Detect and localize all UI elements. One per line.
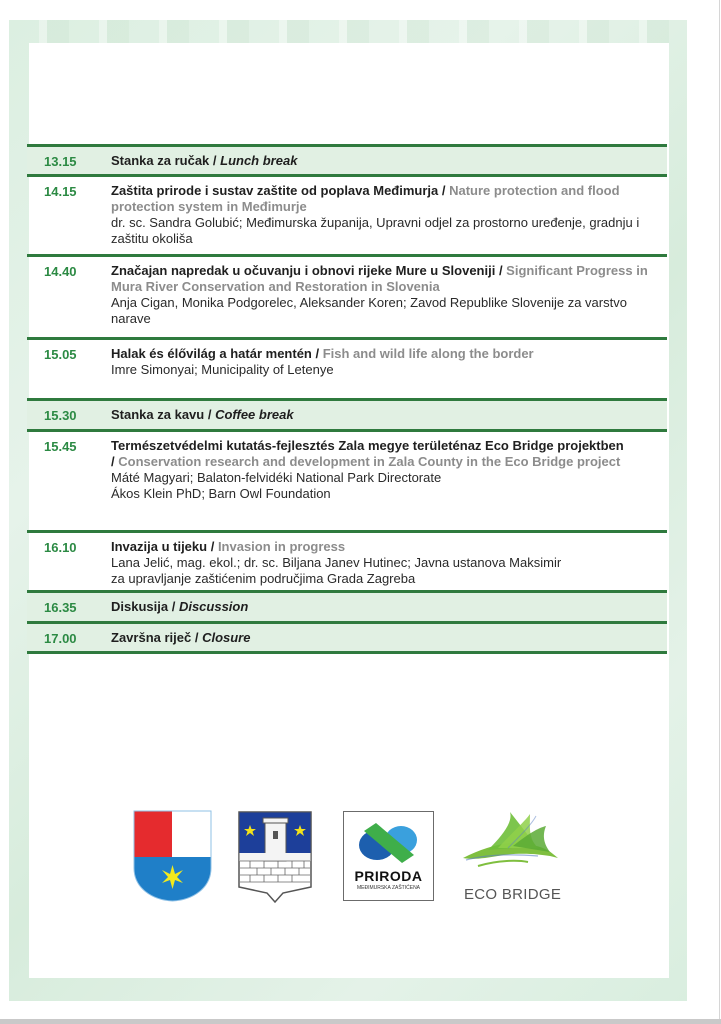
session-content — [111, 340, 667, 383]
session-title: Halak és élővilág a határ mentén — [111, 346, 312, 361]
schedule-row-break — [27, 590, 667, 621]
session-content — [111, 593, 667, 620]
session-time: 16.10 — [44, 540, 77, 555]
session-content — [111, 624, 667, 651]
session-title-english: Conservation research and development in Zala County in the Eco Bridge project — [118, 454, 621, 469]
priroda-logo-subtitle: MEĐIMURSKA ZAŠTIĆENA — [356, 885, 421, 891]
program-schedule — [27, 144, 667, 654]
title-separator: / — [311, 346, 323, 361]
session-title: Značajan napredak u očuvanju i obnovi rijeke Mure u Sloveniji — [111, 263, 496, 278]
title-separator: / — [111, 454, 119, 469]
session-title: Diskusija — [111, 599, 169, 614]
session-speakers: Máté Magyari; Balaton-felvidéki National Park Directorate — [111, 470, 442, 485]
session-content — [111, 257, 667, 332]
session-speakers: Lana Jelić, mag. ekol.; dr. sc. Biljana Janev Hutinec; Javna ustanova Maksimir za upravljanje zaštićenim područjima Grada Zagreba — [111, 555, 562, 586]
session-time: 17.00 — [44, 631, 77, 646]
viewer-scroll-edge[interactable] — [0, 1019, 721, 1024]
priroda-logo-name: PRIRODA — [354, 868, 423, 884]
title-separator: / — [204, 407, 216, 422]
session-title-english: Nature protection and flood protection system in Međimurje — [111, 183, 620, 214]
medimurje-county-coat-of-arms-logo — [133, 810, 212, 902]
schedule-row-break — [27, 621, 667, 654]
session-title-english: Lunch break — [220, 153, 298, 168]
session-speakers: Imre Simonyai; Municipality of Letenye — [111, 362, 334, 377]
session-title: Stanka za ručak — [111, 153, 210, 168]
session-time: 15.05 — [44, 347, 77, 362]
schedule-row-break — [27, 398, 667, 429]
title-separator: / — [168, 599, 179, 614]
session-content — [111, 177, 667, 252]
session-content — [111, 401, 667, 428]
schedule-row-break — [27, 144, 667, 174]
title-separator: / — [495, 263, 507, 278]
schedule-row-talk — [27, 174, 667, 254]
session-title-english: Discussion — [178, 599, 249, 614]
title-separator: / — [191, 630, 203, 645]
session-time: 15.45 — [44, 439, 77, 454]
eco-bridge-logo-name: ECO BRIDGE — [464, 886, 562, 903]
session-time: 13.15 — [44, 154, 77, 169]
session-speakers: Anja Cigan, Monika Podgorelec, Aleksander Koren; Zavod Republike Slovenije za varstvo narave — [111, 295, 627, 326]
session-title-english: Fish and wild life along the border — [322, 346, 534, 361]
schedule-row-talk — [27, 337, 667, 398]
schedule-row-talk — [27, 254, 667, 337]
session-time: 14.40 — [44, 264, 77, 279]
title-separator: / — [209, 153, 221, 168]
session-content — [111, 432, 667, 507]
schedule-row-talk — [27, 530, 667, 590]
session-title: Invazija u tijeku — [111, 539, 208, 554]
session-title-english: Significant Progress in Mura River Conservation and Restoration in Slovenia — [111, 263, 648, 294]
session-speakers: Ákos Klein PhD; Barn Owl Foundation — [111, 486, 331, 501]
session-title-english: Coffee break — [215, 407, 294, 422]
title-separator: / — [438, 183, 450, 198]
session-title: Završna riječ — [111, 630, 192, 645]
city-coat-of-arms-logo — [238, 811, 312, 903]
session-content — [111, 147, 667, 174]
title-separator: / — [207, 539, 218, 554]
session-title: Zaštita prirode i sustav zaštite od poplava Međimurja — [111, 183, 439, 198]
session-title: Természetvédelmi kutatás-fejlesztés Zala megye területénaz Eco Bridge projektben — [111, 438, 624, 453]
priroda-logo — [343, 811, 434, 901]
eco-bridge-logo — [458, 810, 568, 905]
session-time: 16.35 — [44, 600, 77, 615]
session-title-english: Closure — [202, 630, 251, 645]
viewer-edge — [719, 0, 720, 1020]
session-speakers: dr. sc. Sandra Golubić; Međimurska županija, Upravni odjel za prostorno uređenje, gradnju i zaštitu okoliša — [111, 215, 640, 246]
session-content — [111, 533, 667, 592]
session-title: Stanka za kavu — [111, 407, 205, 422]
session-time: 15.30 — [44, 408, 77, 423]
session-title-english: Invasion in progress — [217, 539, 346, 554]
schedule-row-talk — [27, 429, 667, 530]
session-time: 14.15 — [44, 184, 77, 199]
